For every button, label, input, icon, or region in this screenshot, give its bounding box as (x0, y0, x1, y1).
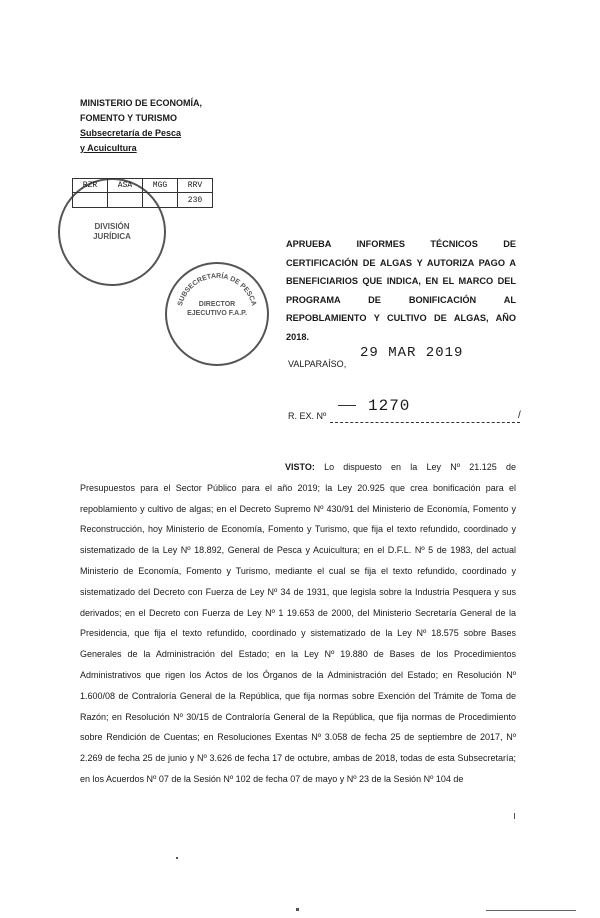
routing-header: ASA (108, 179, 143, 193)
resolution-label: R. EX. Nº (288, 411, 327, 421)
resolution-number-line (330, 422, 520, 423)
scan-speck (514, 813, 515, 819)
subsecretaria-line2: y Acuicultura (80, 143, 137, 153)
ministry-name-line1: MINISTERIO DE ECONOMÍA, (80, 98, 203, 108)
issue-place: VALPARAÍSO, (288, 359, 347, 369)
stamp-ring-label: SUBSECRETARÍA DE PESCA (176, 272, 258, 307)
footer-line (486, 910, 576, 911)
divider (338, 405, 356, 406)
issuer-block (80, 96, 240, 156)
routing-initials-table (72, 178, 213, 208)
director-ejecutivo-stamp (165, 262, 269, 366)
routing-value (108, 193, 143, 208)
visto-paragraph (80, 457, 516, 790)
routing-value: 230 (178, 193, 213, 208)
stamp-text: DIVISIÓN JURÍDICA (93, 222, 131, 241)
routing-value (73, 193, 108, 208)
routing-header: RRV (178, 179, 213, 193)
resolution-number: 1270 (368, 397, 411, 415)
routing-value (143, 193, 178, 208)
stamp-text: DIRECTOR EJECUTIVO F.A.P. (187, 301, 247, 317)
resolution-subject: APRUEBA INFORMES TÉCNICOS DE CERTIFICACIÓN DE ALGAS Y AUTORIZA PAGO A BENEFICIARIOS QUE INDICA, EN EL MARCO DEL PROGRAMA DE BONIFICACIÓN AL REPOBLAMIENTO Y CULTIVO DE ALGAS, AÑO 2018. (286, 239, 516, 342)
scan-speck (176, 857, 178, 859)
routing-header: RZR (73, 179, 108, 193)
resolution-slash: / (518, 410, 521, 421)
scan-speck (296, 908, 299, 911)
routing-header: MGG (143, 179, 178, 193)
subsecretaria-line1: Subsecretaría de Pesca (80, 128, 182, 138)
issue-date: 29 MAR 2019 (360, 345, 464, 361)
visto-text: Lo dispuesto en la Ley Nº 21.125 de Presupuestos para el Sector Público para el año 2019; la Ley 20.925 que crea bonificación para el repoblamiento y cultivo de algas; en el Decreto Supremo Nº 430/91 del Ministerio de Economía, Fomento y Reconstrucción, hoy Ministerio de Economía, Fomento y Turismo, que fija el texto refundido, coordinado y sistematizado de la Ley Nº 18.892, General de Pesca y Acuicultura; en el D.F.L. Nº 5 de 1983, del actual Ministerio de Economía, Fomento y Turismo, mediante el cual se fija el texto refundido, coordinado y sistematizado del Decreto con Fuerza de Ley Nº 34 de 1931, que legisla sobre la Industria Pesquera y sus derivados; en el Decreto con Fuerza de Ley Nº 1 19.653 de 2000, del Ministerio Secretaría General de la Presidencia, que fija el texto refundido, coordinado y sistematizado de la Ley Nº 18.575 sobre Bases Generales de la Administración del Estado; en la Ley Nº 19.880 de Bases de los Procedimientos Administrativos que rigen los Actos de los Órganos de la Administración del Estado; en Resolución Nº 1.600/08 de Contraloría General de la República, que fija normas sobre Exención del Trámite de Toma de Razón; en Resolución Nº 30/15 de Contraloría General de la República, que fija normas de Procedimiento sobre Rendición de Cuentas; en Resoluciones Exentas Nº 3.058 de fecha 25 de septiembre de 2017, Nº 2.269 de fecha 25 de junio y Nº 3.626 de fecha 17 de octubre, ambas de 2018, todas de esta Subsecretaría; en los Acuerdos Nº 07 de la Sesión Nº 102 de fecha 07 de mayo y Nº 23 de la Sesión Nº 104 de (80, 462, 516, 784)
ministry-name-line2: FOMENTO Y TURISMO (80, 113, 178, 123)
visto-label: VISTO: (285, 462, 315, 472)
